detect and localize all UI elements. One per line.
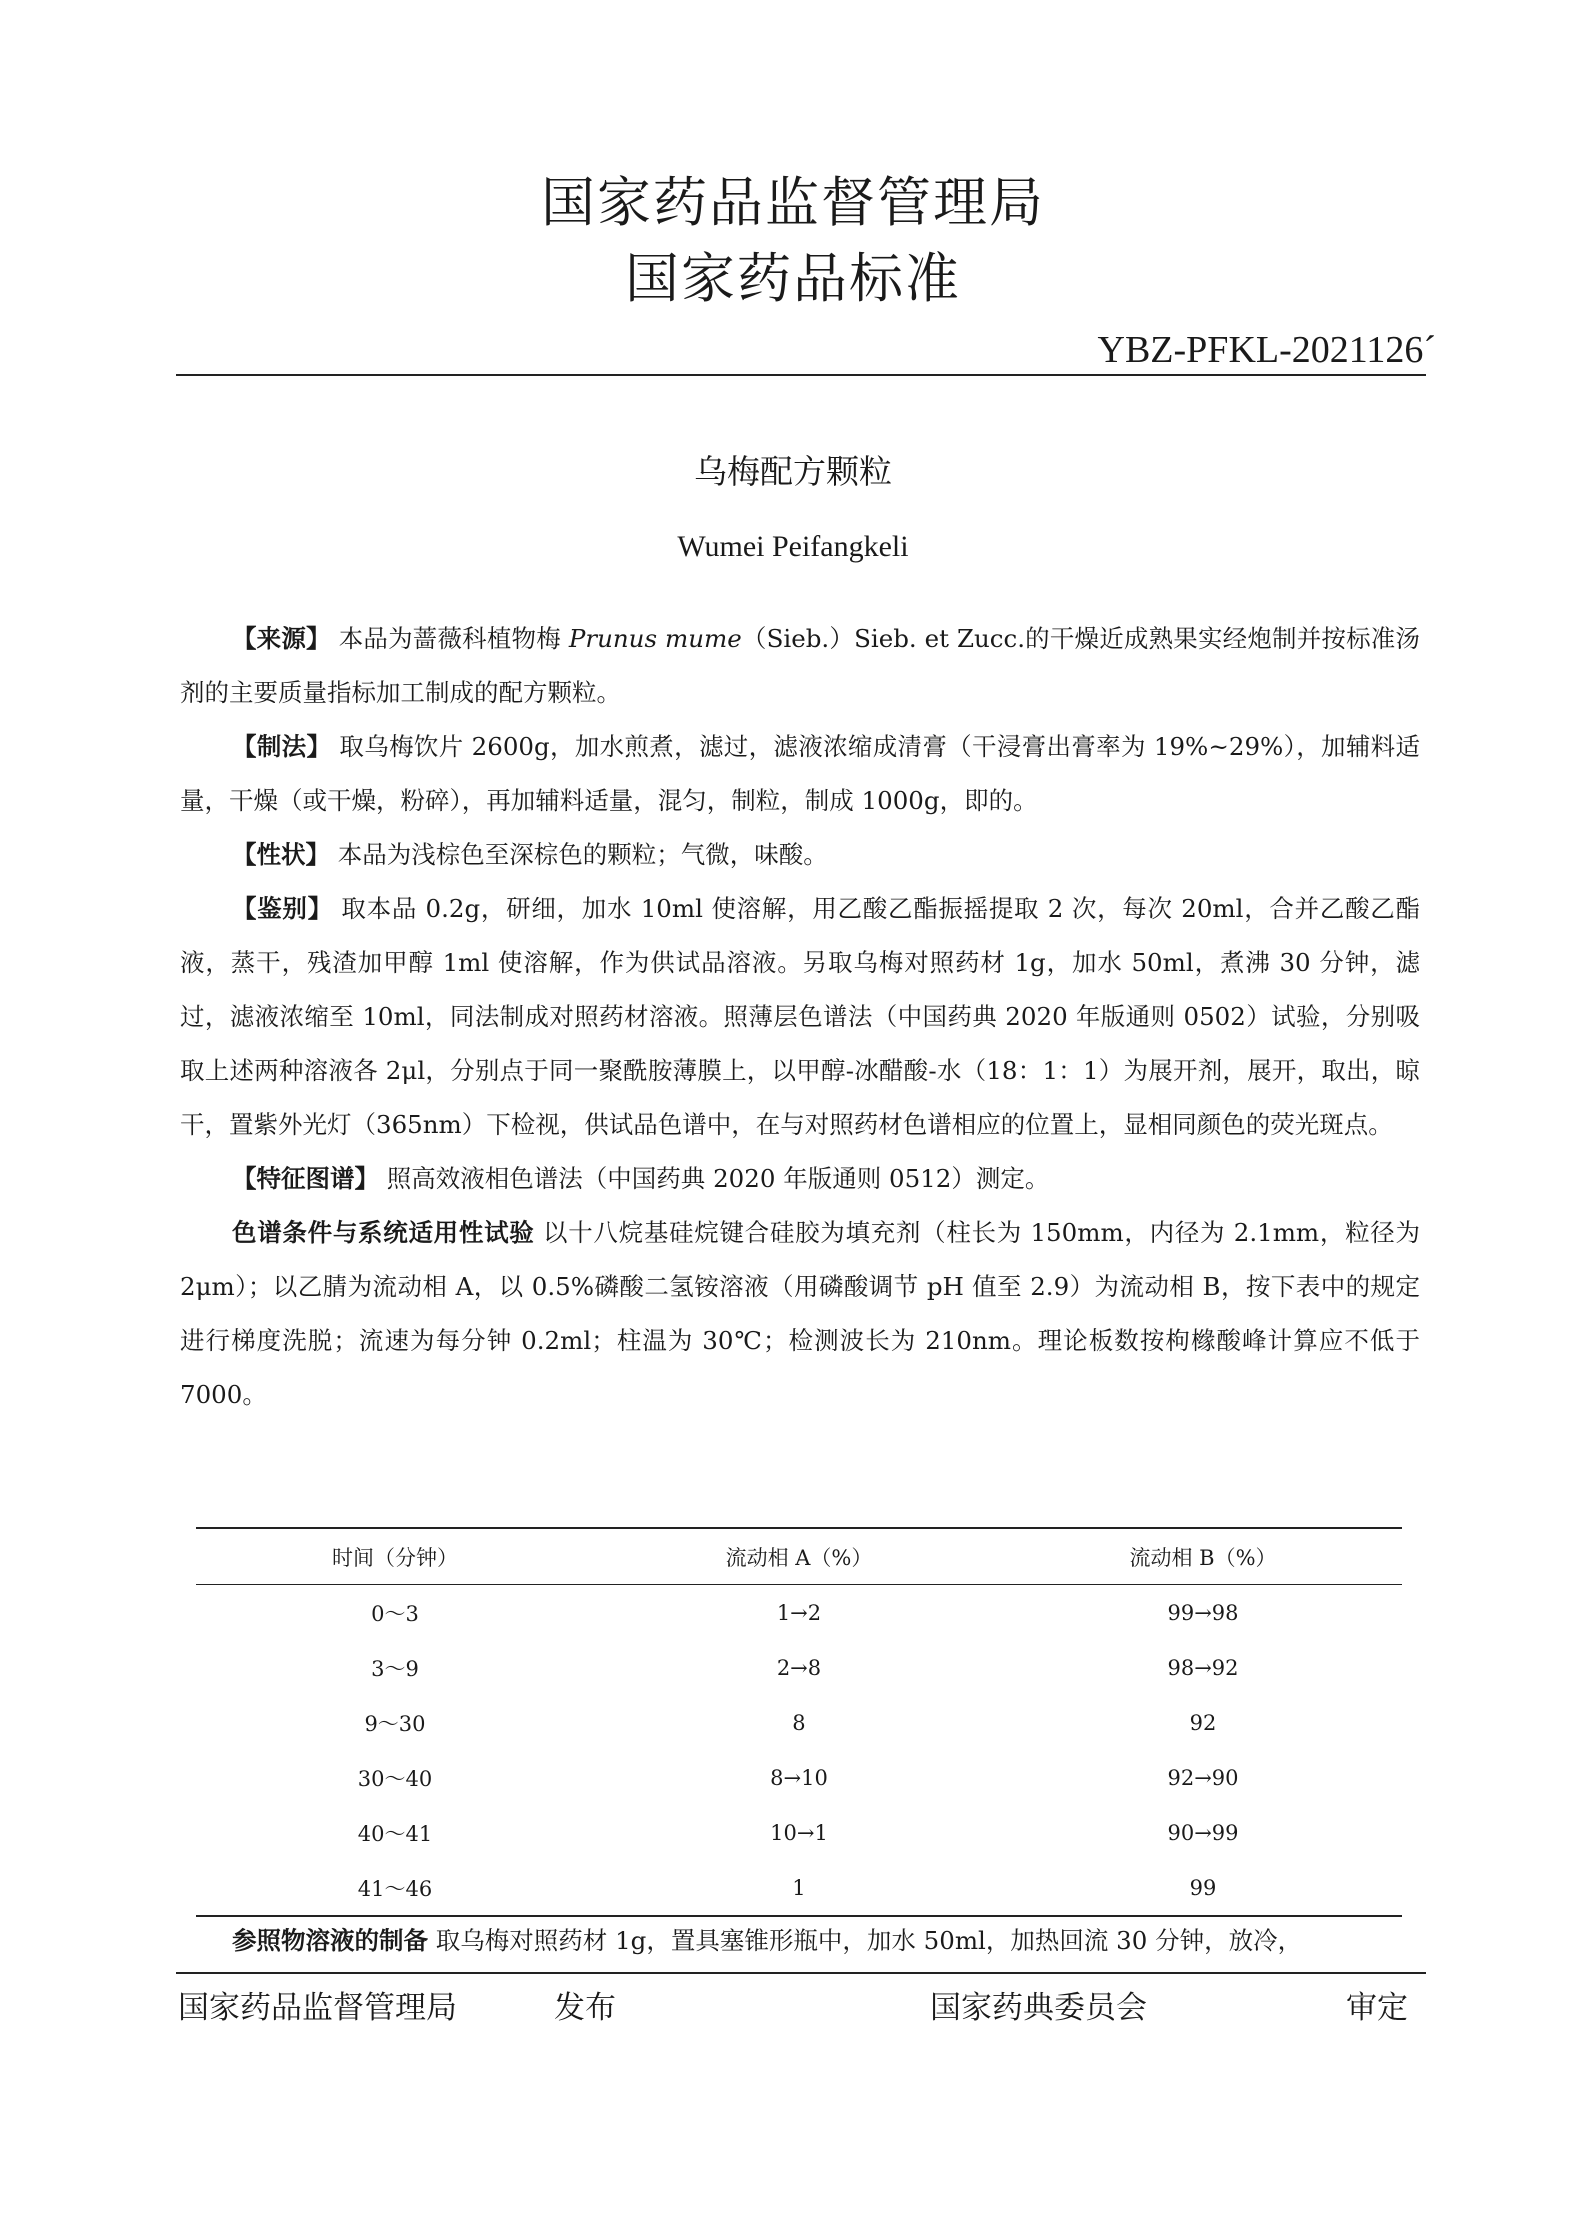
table-cell: 99 [1189,1875,1217,1900]
section-chromatographic-conditions [180,1206,1420,1422]
section-label: 【来源】 [232,624,331,653]
table-cell: 99→98 [1167,1600,1239,1625]
product-title-en: Wumei Peifangkeli [677,530,909,563]
section-text: 取乌梅对照药材 1g，置具塞锥形瓶中，加水 50ml，加热回流 30 分钟，放冷， [435,1926,1303,1955]
document-body [180,612,1420,1422]
table-cell: 0～3 [371,1601,419,1626]
section-reference-solution [180,1914,1420,1968]
latin-name: Prunus mume [568,624,742,653]
table-cell: 41～46 [357,1876,433,1901]
table-row [196,1750,1402,1805]
section-text: 本品为蔷薇科植物梅 [338,624,561,653]
table-cell: 98→92 [1167,1655,1239,1680]
footer-issuer: 国家药品监督管理局 [178,1990,457,2026]
section-text: 本品为浅棕色至深棕色的颗粒；气微，味酸。 [337,840,828,869]
table-row [196,1805,1402,1860]
table-cell: 90→99 [1167,1820,1239,1845]
table-cell: 30～40 [357,1766,433,1791]
section-source [180,612,1420,720]
section-label: 【特征图谱】 [232,1164,379,1193]
table-row [196,1695,1402,1750]
footer-issue-label: 发布 [554,1990,616,2026]
header-standard: 国家药品标准 [625,247,961,310]
section-text: （Sieb.）Sieb. et Zucc.的干燥近成熟果实经炮制并按标准汤剂的主要质量指标加工制成的配方颗粒。 [180,624,1420,707]
table-header-row [196,1528,1402,1585]
table-cell: 92 [1189,1710,1217,1735]
section-fingerprint [180,1152,1420,1206]
section-text: 照高效液相色谱法（中国药典 2020 年版通则 0512）测定。 [386,1164,1050,1193]
table-cell: 2→8 [776,1655,822,1680]
table-cell: 3～9 [371,1656,419,1681]
section-description [180,828,1420,882]
section-preparation [180,720,1420,828]
table-cell: 1 [792,1875,806,1900]
section-label: 色谱条件与系统适用性试验 [232,1218,535,1247]
section-label: 【制法】 [232,732,332,761]
table-row [196,1585,1402,1641]
product-title-cn: 乌梅配方颗粒 [694,452,892,491]
standard-code: YBZ-PFKL-2021126´ [1097,329,1436,371]
section-label: 【性状】 [232,840,330,869]
section-label: 【鉴别】 [232,894,333,923]
table-cell: 8 [792,1710,806,1735]
footer-reviewer: 国家药典委员会 [930,1990,1147,2026]
table-cell: 40～41 [357,1821,433,1846]
gradient-table [196,1527,1402,1917]
section-text: 取乌梅饮片 2600g，加水煎煮，滤过，滤液浓缩成清膏（干浸膏出膏率为 19%~29%），加辅料适量，干燥（或干燥，粉碎），再加辅料适量，混匀，制粒，制成 1000g，即的。 [180,732,1421,815]
section-text: 取本品 0.2g，研细，加水 10ml 使溶解，用乙酸乙酯振摇提取 2 次，每次 20ml，合并乙酸乙酯液，蒸干，残渣加甲醇 1ml 使溶解，作为供试品溶液。另取乌梅对照药材 1g，加水 50ml，煮沸 30 分钟，滤过，滤液浓缩至 10ml，同法制成对照药材溶液。照薄层色谱法（中国药典 2020 年版通则 0502）试验，分别吸取上述两种溶液各 2μl，分别点于同一聚酰胺薄膜上，以甲醇-冰醋酸-水（18：1：1）为展开剂，展开，取出，晾干，置紫外光灯（365nm）下检视，供试品色谱中，在与对照药材色谱相应的位置上，显相同颜色的荧光斑点。 [180,894,1421,1139]
header-agency: 国家药品监督管理局 [541,171,1045,234]
bottom-divider [176,1972,1426,1974]
section-label: 参照物溶液的制备 [232,1926,428,1955]
table-cell: 1→2 [776,1600,822,1625]
footer-review-label: 审定 [1346,1990,1408,2026]
table-cell: 9～30 [364,1711,426,1736]
section-text: 以十八烷基硅烷键合硅胶为填充剂（柱长为 150mm，内径为 2.1mm，粒径为 2μm）；以乙腈为流动相 A，以 0.5%磷酸二氢铵溶液（用磷酸调节 pH 值至 2.9）为流动相 B，按下表中的规定进行梯度洗脱；流速为每分钟 0.2ml；柱温为 30℃；检测波长为 210nm。理论板数按枸橼酸峰计算应不低于 7000。 [180,1218,1420,1409]
table-cell: 8→10 [770,1765,828,1790]
section-identification [180,882,1420,1152]
table-header-phase-b: 流动相 B（%） [1129,1545,1277,1570]
top-divider [176,374,1426,376]
table-header-phase-a: 流动相 A（%） [725,1545,873,1570]
table-row [196,1640,1402,1695]
table-cell: 92→90 [1167,1765,1239,1790]
table-cell: 10→1 [770,1820,828,1845]
table-header-time: 时间（分钟） [331,1545,458,1570]
table-row [196,1860,1402,1916]
